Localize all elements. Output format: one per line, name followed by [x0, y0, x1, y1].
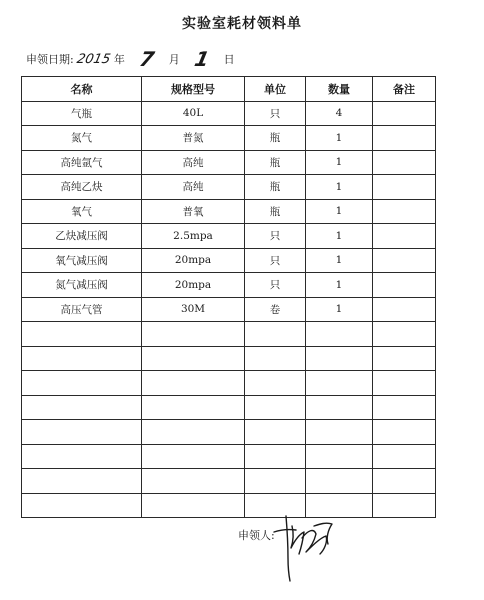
date-label: 申领日期: — [26, 53, 74, 66]
cell-remarks — [373, 322, 436, 347]
form-title: 实验室耗材领料单 — [182, 16, 302, 32]
table-header-row — [22, 77, 436, 102]
cell-quantity: 1 — [306, 297, 373, 322]
cell-quantity — [306, 346, 373, 371]
cell-unit: 瓶 — [245, 150, 306, 175]
table-row — [22, 126, 436, 151]
cell-name — [22, 395, 142, 420]
cell-name: 高纯乙炔 — [22, 175, 142, 200]
cell-spec — [142, 371, 245, 396]
cell-quantity — [306, 444, 373, 469]
cell-quantity: 1 — [306, 248, 373, 273]
table-row — [22, 175, 436, 200]
cell-spec — [142, 444, 245, 469]
application-date-line — [26, 47, 235, 71]
cell-unit: 卷 — [245, 297, 306, 322]
cell-unit — [245, 371, 306, 396]
table-row — [22, 346, 436, 371]
table-row — [22, 469, 436, 494]
cell-name: 高纯氩气 — [22, 150, 142, 175]
table-row — [22, 248, 436, 273]
cell-remarks — [373, 395, 436, 420]
cell-name: 乙炔减压阀 — [22, 224, 142, 249]
table-row — [22, 444, 436, 469]
cell-spec — [142, 395, 245, 420]
cell-spec: 2.5mpa — [142, 224, 245, 249]
table-row — [22, 493, 436, 518]
cell-name — [22, 493, 142, 518]
cell-remarks — [373, 444, 436, 469]
cell-name — [22, 444, 142, 469]
cell-quantity: 1 — [306, 126, 373, 151]
table-body — [22, 101, 436, 518]
cell-spec — [142, 346, 245, 371]
date-month-value: 7 — [137, 47, 157, 71]
cell-name — [22, 322, 142, 347]
cell-remarks — [373, 175, 436, 200]
date-month-unit: 月 — [168, 53, 180, 66]
table-row — [22, 297, 436, 322]
table-row — [22, 273, 436, 298]
header-spec: 规格型号 — [142, 77, 245, 102]
cell-name: 高压气管 — [22, 297, 142, 322]
cell-spec: 20mpa — [142, 248, 245, 273]
cell-quantity — [306, 469, 373, 494]
header-quantity: 数量 — [306, 77, 373, 102]
cell-remarks — [373, 420, 436, 445]
cell-quantity: 1 — [306, 224, 373, 249]
cell-spec: 40L — [142, 101, 245, 126]
cell-remarks — [373, 297, 436, 322]
cell-remarks — [373, 126, 436, 151]
header-name: 名称 — [22, 77, 142, 102]
cell-name: 氮气 — [22, 126, 142, 151]
cell-remarks — [373, 199, 436, 224]
signer-label: 申领人: — [238, 529, 275, 542]
cell-name — [22, 371, 142, 396]
cell-quantity: 1 — [306, 273, 373, 298]
header-remarks: 备注 — [373, 77, 436, 102]
cell-spec — [142, 493, 245, 518]
cell-remarks — [373, 469, 436, 494]
cell-spec — [142, 469, 245, 494]
cell-spec: 20mpa — [142, 273, 245, 298]
cell-spec: 30M — [142, 297, 245, 322]
cell-quantity — [306, 420, 373, 445]
cell-spec — [142, 420, 245, 445]
cell-spec: 普氮 — [142, 126, 245, 151]
cell-name: 氧气 — [22, 199, 142, 224]
cell-unit: 瓶 — [245, 175, 306, 200]
cell-remarks — [373, 273, 436, 298]
cell-name: 气瓶 — [22, 101, 142, 126]
date-day-value: 1 — [192, 47, 212, 71]
table-row — [22, 420, 436, 445]
cell-quantity — [306, 371, 373, 396]
date-day-unit: 日 — [223, 53, 235, 66]
cell-unit — [245, 469, 306, 494]
cell-name: 氧气减压阀 — [22, 248, 142, 273]
cell-spec: 高纯 — [142, 150, 245, 175]
cell-quantity: 1 — [306, 150, 373, 175]
cell-quantity — [306, 322, 373, 347]
cell-quantity — [306, 395, 373, 420]
date-year-value: 2015 — [75, 52, 112, 67]
cell-spec — [142, 322, 245, 347]
cell-unit: 只 — [245, 224, 306, 249]
cell-unit: 只 — [245, 273, 306, 298]
table-row — [22, 395, 436, 420]
cell-remarks — [373, 493, 436, 518]
header-unit: 单位 — [245, 77, 306, 102]
cell-unit: 瓶 — [245, 126, 306, 151]
cell-unit: 只 — [245, 248, 306, 273]
cell-quantity: 4 — [306, 101, 373, 126]
table-row — [22, 150, 436, 175]
cell-remarks — [373, 346, 436, 371]
table-row — [22, 199, 436, 224]
cell-remarks — [373, 371, 436, 396]
cell-remarks — [373, 248, 436, 273]
cell-name — [22, 346, 142, 371]
cell-name — [22, 420, 142, 445]
materials-table — [21, 76, 436, 518]
cell-spec: 高纯 — [142, 175, 245, 200]
cell-name — [22, 469, 142, 494]
cell-unit: 只 — [245, 101, 306, 126]
cell-remarks — [373, 150, 436, 175]
table-row — [22, 101, 436, 126]
cell-unit — [245, 444, 306, 469]
date-year-unit: 年 — [113, 53, 125, 66]
table-row — [22, 371, 436, 396]
cell-unit: 瓶 — [245, 199, 306, 224]
table-row — [22, 322, 436, 347]
cell-unit — [245, 395, 306, 420]
handwritten-signature — [270, 508, 340, 583]
cell-spec: 普氧 — [142, 199, 245, 224]
cell-name: 氮气减压阀 — [22, 273, 142, 298]
cell-quantity: 1 — [306, 175, 373, 200]
cell-remarks — [373, 224, 436, 249]
cell-unit — [245, 346, 306, 371]
cell-quantity: 1 — [306, 199, 373, 224]
table-row — [22, 224, 436, 249]
cell-remarks — [373, 101, 436, 126]
cell-unit — [245, 420, 306, 445]
cell-unit — [245, 322, 306, 347]
